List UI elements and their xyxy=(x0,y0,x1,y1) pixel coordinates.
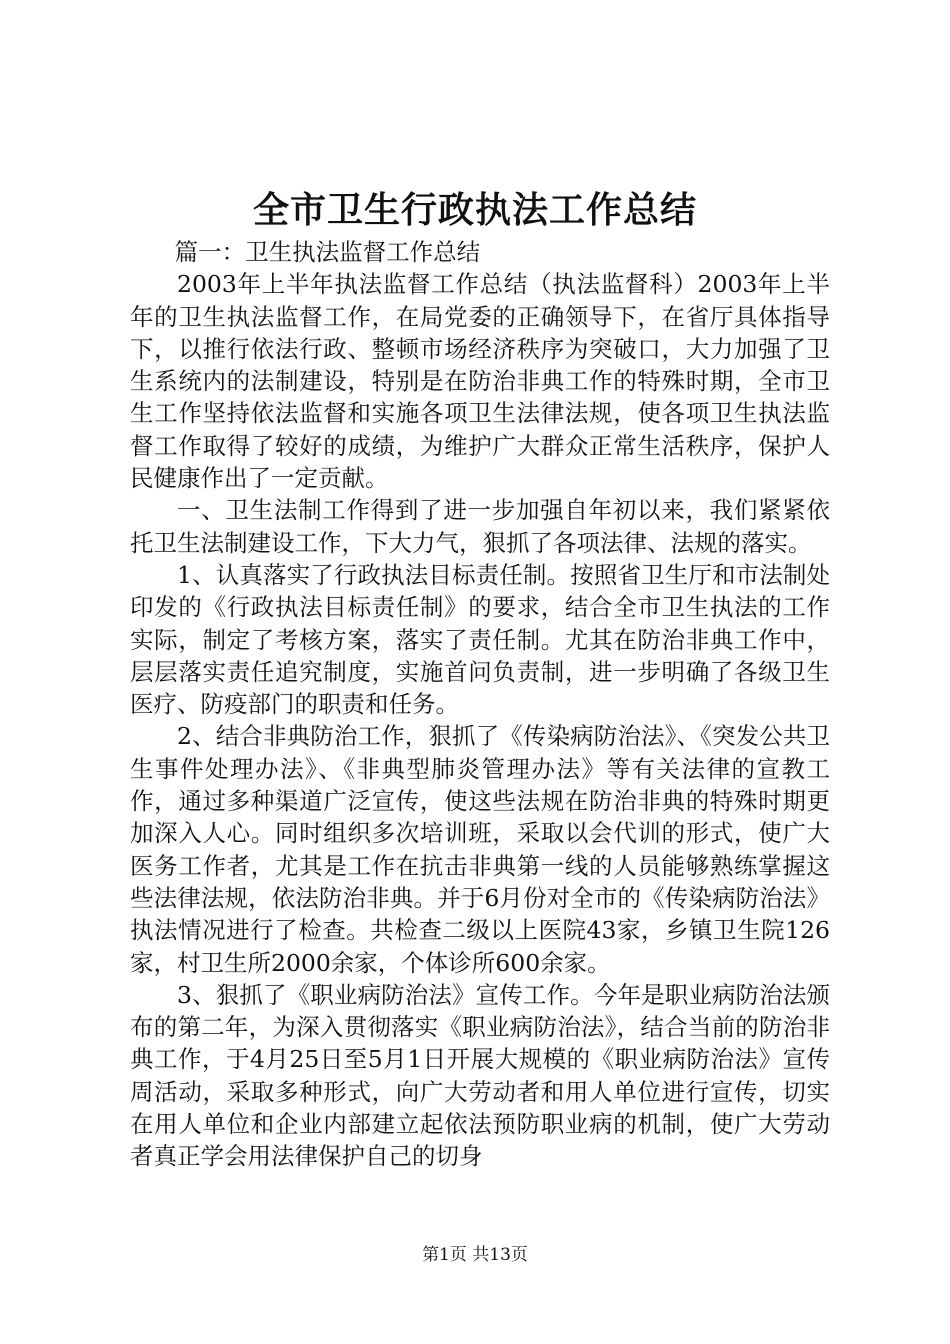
section-heading: 篇一：卫生执法监督工作总结 xyxy=(174,238,481,266)
paragraph-item-3: 3、狠抓了《职业病防治法》宣传工作。今年是职业病防治法颁布的第二年，为深入贯彻落实《职业病防治法》，结合当前的防治非典工作，于4月25日至5月1日开展大规模的《职业病防治法》宣传周活动，采取多种形式，向广大劳动者和用人单位进行宣传，切实在用人单位和企业内部建立起依法预防职业病的机制，使广大劳动者真正学会用法律保护自己的切身 xyxy=(130,980,830,1171)
paragraph-item-2: 2、结合非典防治工作，狠抓了《传染病防治法》、《突发公共卫生事件处理办法》、《非典型肺炎管理办法》等有关法律的宣教工作，通过多种渠道广泛宣传，使这些法规在防治非典的特殊时期更加深入人心。同时组织多次培训班，采取以会代训的形式，使广大医务工作者，尤其是工作在抗击非典第一线的人员能够熟练掌握这些法律法规，依法防治非典。并于6月份对全市的《传染病防治法》执法情况进行了检查。共检查二级以上医院43家，乡镇卫生院126家，村卫生所2000余家，个体诊所600余家。 xyxy=(130,722,830,977)
paragraph-section-one: 一、卫生法制工作得到了进一步加强自年初以来，我们紧紧依托卫生法制建设工作，下大力气，狠抓了各项法律、法规的落实。 xyxy=(130,496,830,557)
paragraph-intro: 2003年上半年执法监督工作总结（执法监督科）2003年上半年的卫生执法监督工作，在局党委的正确领导下，在省厅具体指导下，以推行依法行政、整顿市场经济秩序为突破口，大力加强了卫生系统内的法制建设，特别是在防治非典工作的特殊时期，全市卫生工作坚持依法监督和实施各项卫生法律法规，使各项卫生执法监督工作取得了较好的成绩，为维护广大群众正常生活秩序，保护人民健康作出了一定贡献。 xyxy=(130,270,830,493)
document-body xyxy=(130,236,830,1173)
page-footer: 第1页 共13页 xyxy=(422,1245,528,1265)
document-title: 全市卫生行政执法工作总结 xyxy=(252,189,697,231)
paragraph-item-1: 1、认真落实了行政执法目标责任制。按照省卫生厅和市法制处印发的《行政执法目标责任制》的要求，结合全市卫生执法的工作实际，制定了考核方案，落实了责任制。尤其在防治非典工作中，层层落实责任追究制度，实施首问负责制，进一步明确了各级卫生医疗、防疫部门的职责和任务。 xyxy=(130,560,830,719)
